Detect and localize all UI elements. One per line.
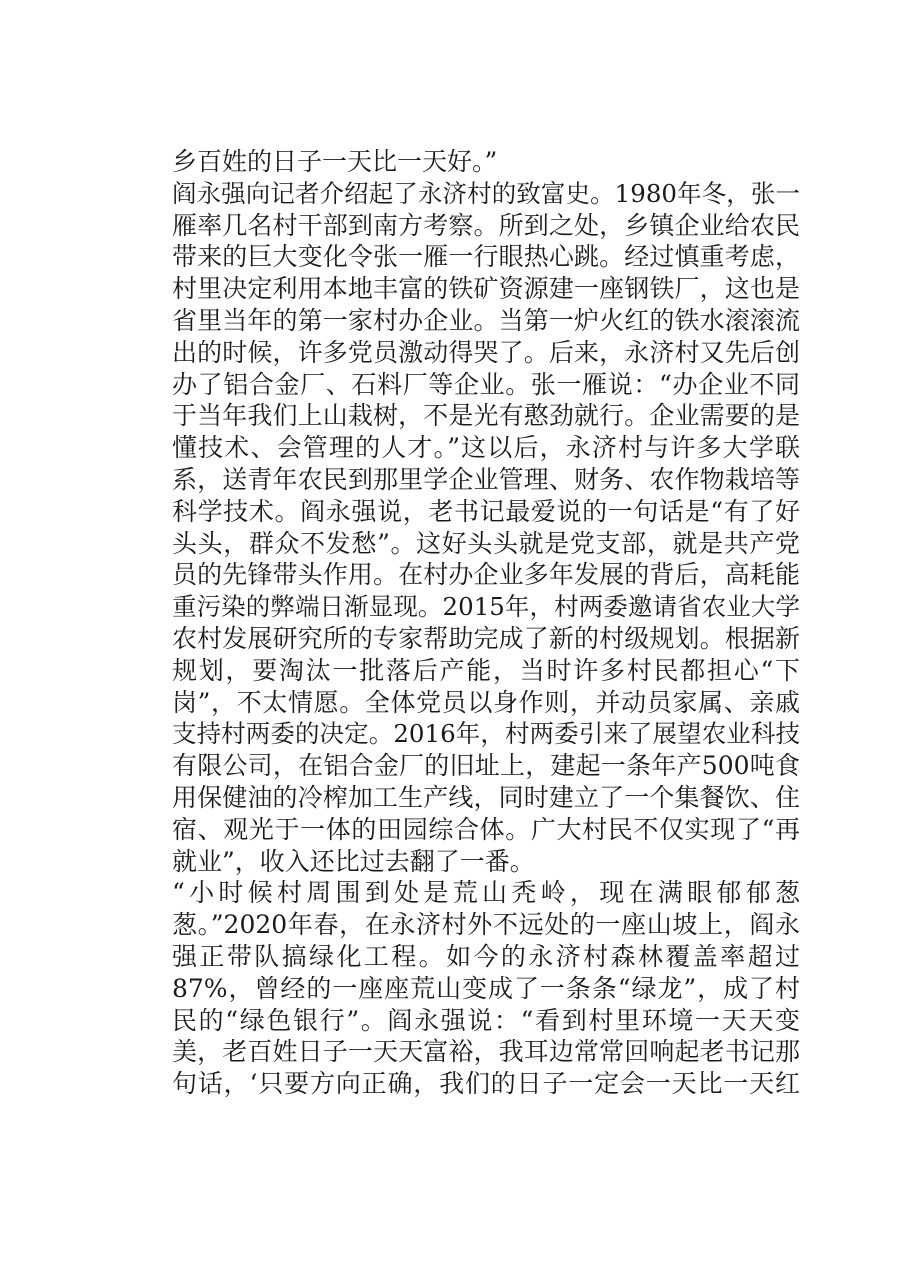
text-line: 农村发展研究所的专家帮助完成了新的村级规划。根据新	[172, 623, 800, 653]
text-line: 用保健油的冷榨加工生产线，同时建立了一个集餐饮、住	[172, 782, 800, 812]
text-line: 阎永强向记者介绍起了永济村的致富史。1980年冬，张一	[172, 178, 800, 208]
text-line: 岗”，不太情愿。全体党员以身作则，并动员家属、亲戚	[172, 687, 800, 717]
text-line: 葱。”2020年春，在永济村外不远处的一座山坡上，阎永	[172, 910, 800, 940]
text-line: 民的“绿色银行”。阎永强说：“看到村里环境一天天变	[172, 1005, 800, 1035]
text-line: 省里当年的第一家村办企业。当第一炉火红的铁水滚滚流	[172, 305, 800, 335]
text-line: 规划，要淘汰一批落后产能，当时许多村民都担心“下	[172, 655, 800, 685]
text-line: 雁率几名村干部到南方考察。所到之处，乡镇企业给农民	[172, 210, 800, 240]
text-line: 句话，‘只要方向正确，我们的日子一定会一天比一天红	[172, 1069, 800, 1099]
text-line: 村里决定利用本地丰富的铁矿资源建一座钢铁厂，这也是	[172, 274, 800, 304]
text-line: 员的先锋带头作用。在村办企业多年发展的背后，高耗能	[172, 560, 800, 590]
text-line: 乡百姓的日子一天比一天好。”	[172, 147, 498, 176]
text-line: 就业”，收入还比过去翻了一番。	[172, 846, 535, 876]
text-line: 重污染的弊端日渐显现。2015年，村两委邀请省农业大学	[172, 592, 800, 622]
text-line: 有限公司，在铝合金厂的旧址上，建起一条年产500吨食	[172, 751, 800, 781]
text-line: “小时候村周围到处是荒山秃岭，现在满眼郁郁葱	[172, 878, 800, 908]
text-line: 带来的巨大变化令张一雁一行眼热心跳。经过慎重考虑，	[172, 242, 800, 272]
text-line: 懂技术、会管理的人才。”这以后，永济村与许多大学联	[172, 433, 800, 463]
text-line: 系，送青年农民到那里学企业管理、财务、农作物栽培等	[172, 464, 800, 494]
text-line: 宿、观光于一体的田园综合体。广大村民不仅实现了“再	[172, 814, 800, 844]
text-line: 支持村两委的决定。2016年，村两委引来了展望农业科技	[172, 719, 800, 749]
text-line: 科学技术。阎永强说，老书记最爱说的一句话是“有了好	[172, 496, 800, 526]
text-line: 强正带队搞绿化工程。如今的永济村森林覆盖率超过	[172, 941, 800, 971]
text-line: 美，老百姓日子一天天富裕，我耳边常常回响起老书记那	[172, 1037, 800, 1067]
text-line: 于当年我们上山栽树，不是光有憨劲就行。企业需要的是	[172, 401, 800, 431]
article-body	[172, 146, 800, 1100]
text-line: 头头，群众不发愁”。这好头头就是党支部，就是共产党	[172, 528, 800, 558]
text-line: 出的时候，许多党员激动得哭了。后来，永济村又先后创	[172, 337, 800, 367]
text-line: 办了铝合金厂、石料厂等企业。张一雁说：“办企业不同	[172, 369, 800, 399]
text-line: 87%，曾经的一座座荒山变成了一条条“绿龙”，成了村	[172, 973, 800, 1003]
